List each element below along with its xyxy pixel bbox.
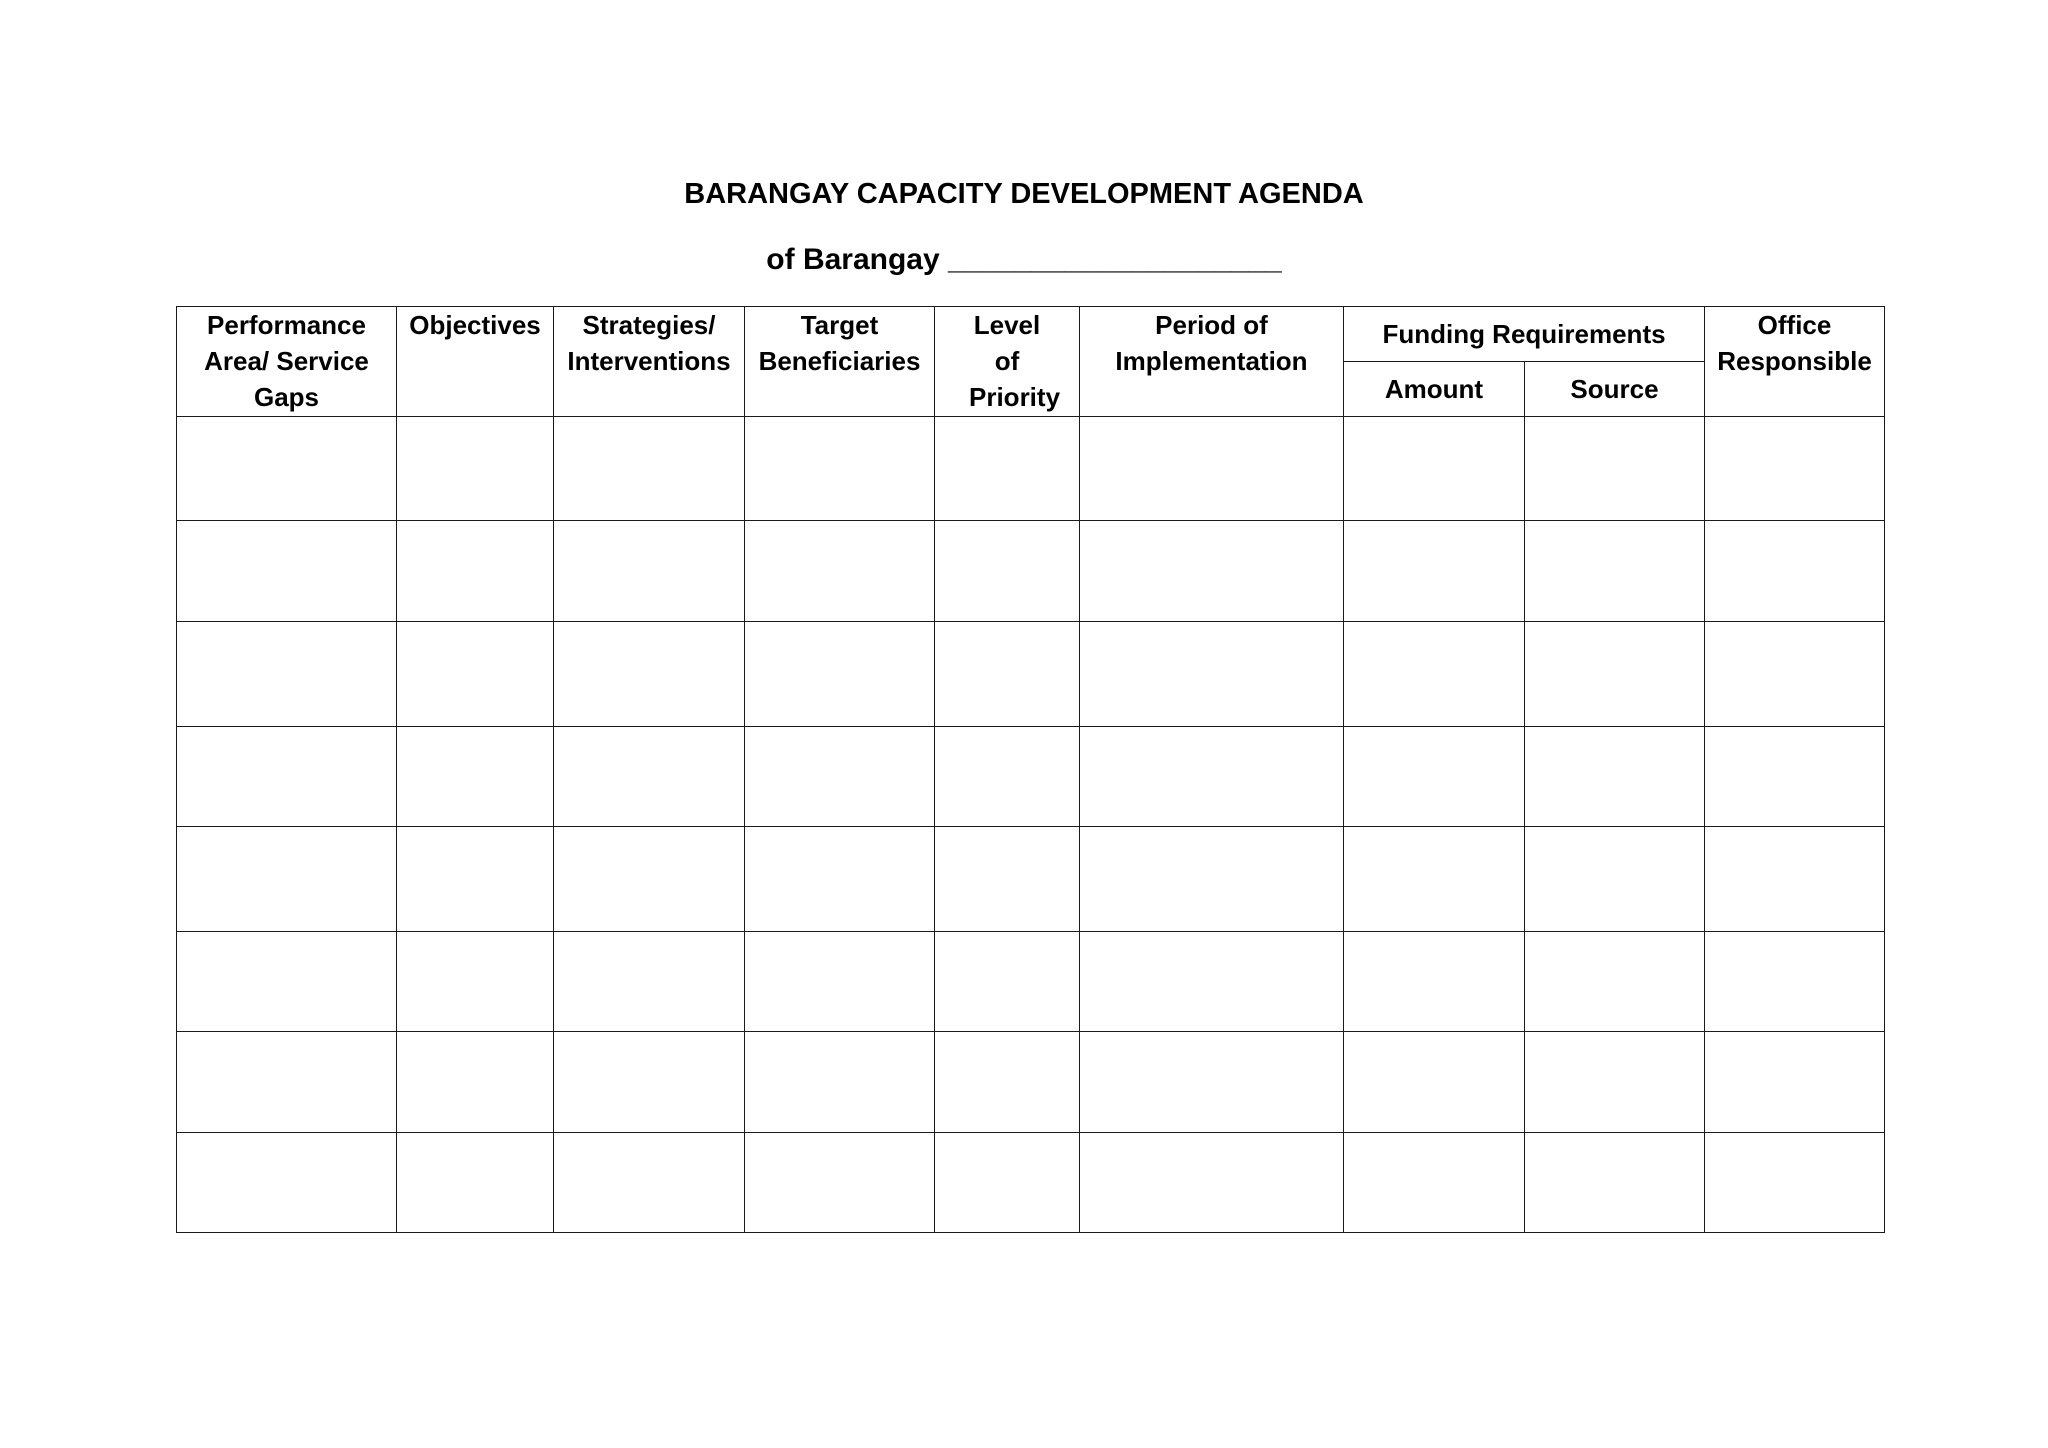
cell-amount <box>1344 1032 1525 1133</box>
cell-target-beneficiaries <box>745 727 935 827</box>
cell-source <box>1525 1133 1705 1233</box>
cell-source <box>1525 417 1705 521</box>
cell-objectives <box>397 1133 554 1233</box>
table-row <box>177 622 1885 727</box>
cell-level-of-priority <box>935 622 1080 727</box>
cell-target-beneficiaries <box>745 932 935 1032</box>
table-row <box>177 417 1885 521</box>
cell-amount <box>1344 521 1525 622</box>
cell-office-responsible <box>1705 521 1885 622</box>
table-row <box>177 1032 1885 1133</box>
cell-office-responsible <box>1705 932 1885 1032</box>
cell-period-of-implementation <box>1080 727 1344 827</box>
cell-strategies <box>554 417 745 521</box>
cell-office-responsible <box>1705 1133 1885 1233</box>
cell-objectives <box>397 827 554 932</box>
cell-period-of-implementation <box>1080 932 1344 1032</box>
cell-source <box>1525 727 1705 827</box>
cell-source <box>1525 1032 1705 1133</box>
cell-amount <box>1344 827 1525 932</box>
cell-level-of-priority <box>935 727 1080 827</box>
cell-amount <box>1344 417 1525 521</box>
cell-objectives <box>397 417 554 521</box>
cell-period-of-implementation <box>1080 417 1344 521</box>
header-strategies-interventions: Strategies/ Interventions <box>554 307 745 417</box>
cell-amount <box>1344 932 1525 1032</box>
cell-objectives <box>397 727 554 827</box>
cell-period-of-implementation <box>1080 622 1344 727</box>
table-row <box>177 521 1885 622</box>
header-level-of-priority: Level of Priority <box>935 307 1080 417</box>
cell-level-of-priority <box>935 521 1080 622</box>
cell-objectives <box>397 1032 554 1133</box>
cell-office-responsible <box>1705 622 1885 727</box>
cell-office-responsible <box>1705 417 1885 521</box>
cell-strategies <box>554 622 745 727</box>
cell-target-beneficiaries <box>745 622 935 727</box>
cell-target-beneficiaries <box>745 521 935 622</box>
cell-target-beneficiaries <box>745 827 935 932</box>
cell-strategies <box>554 727 745 827</box>
table-row <box>177 727 1885 827</box>
cell-performance-area <box>177 1133 397 1233</box>
header-period-of-implementation: Period of Implementation <box>1080 307 1344 417</box>
cell-office-responsible <box>1705 1032 1885 1133</box>
cell-period-of-implementation <box>1080 1032 1344 1133</box>
header-performance-area: Performance Area/ Service Gaps <box>177 307 397 417</box>
cell-strategies <box>554 932 745 1032</box>
cell-performance-area <box>177 827 397 932</box>
cell-target-beneficiaries <box>745 417 935 521</box>
header-target-beneficiaries: Target Beneficiaries <box>745 307 935 417</box>
cell-period-of-implementation <box>1080 827 1344 932</box>
cell-level-of-priority <box>935 1032 1080 1133</box>
table-row <box>177 1133 1885 1233</box>
cell-level-of-priority <box>935 1133 1080 1233</box>
cell-source <box>1525 622 1705 727</box>
cell-period-of-implementation <box>1080 521 1344 622</box>
capacity-development-agenda-table <box>176 306 1885 1233</box>
cell-performance-area <box>177 932 397 1032</box>
cell-strategies <box>554 827 745 932</box>
cell-level-of-priority <box>935 932 1080 1032</box>
table-body <box>177 417 1885 1233</box>
cell-performance-area <box>177 521 397 622</box>
header-source: Source <box>1525 362 1705 417</box>
cell-source <box>1525 827 1705 932</box>
cell-target-beneficiaries <box>745 1032 935 1133</box>
barangay-name-line: of Barangay ____________________ <box>766 243 1282 276</box>
cell-objectives <box>397 622 554 727</box>
cell-strategies <box>554 521 745 622</box>
header-amount: Amount <box>1344 362 1525 417</box>
cell-level-of-priority <box>935 827 1080 932</box>
table-row <box>177 827 1885 932</box>
cell-amount <box>1344 622 1525 727</box>
cell-office-responsible <box>1705 827 1885 932</box>
cell-strategies <box>554 1133 745 1233</box>
cell-performance-area <box>177 622 397 727</box>
cell-source <box>1525 521 1705 622</box>
cell-strategies <box>554 1032 745 1133</box>
cell-source <box>1525 932 1705 1032</box>
table-row <box>177 932 1885 1032</box>
cell-performance-area <box>177 417 397 521</box>
cell-level-of-priority <box>935 417 1080 521</box>
header-objectives: Objectives <box>397 307 554 417</box>
header-funding-requirements: Funding Requirements <box>1344 307 1705 362</box>
header-office-responsible: Office Responsible <box>1705 307 1885 417</box>
cell-period-of-implementation <box>1080 1133 1344 1233</box>
table-header <box>177 307 1885 417</box>
document-title: BARANGAY CAPACITY DEVELOPMENT AGENDA <box>684 178 1364 210</box>
cell-performance-area <box>177 727 397 827</box>
cell-amount <box>1344 1133 1525 1233</box>
cell-objectives <box>397 932 554 1032</box>
cell-amount <box>1344 727 1525 827</box>
cell-office-responsible <box>1705 727 1885 827</box>
cell-objectives <box>397 521 554 622</box>
cell-performance-area <box>177 1032 397 1133</box>
cell-target-beneficiaries <box>745 1133 935 1233</box>
